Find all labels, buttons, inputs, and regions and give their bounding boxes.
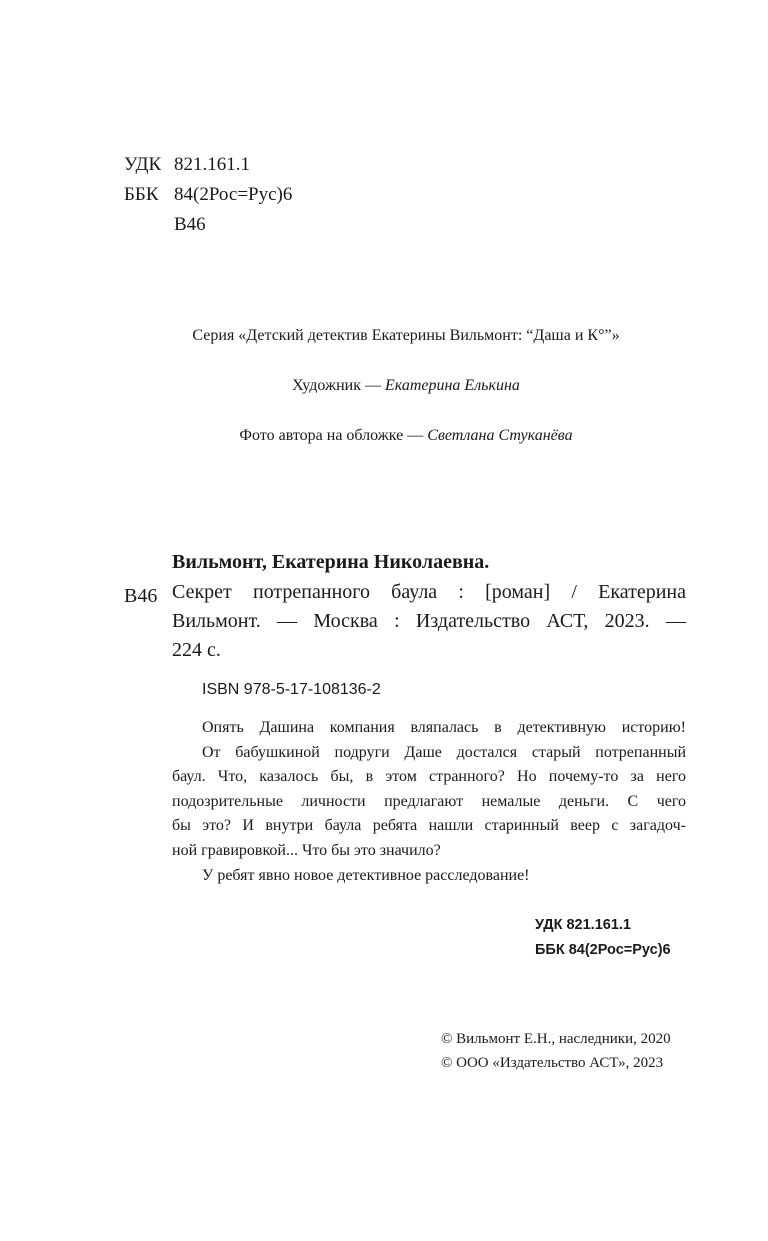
annotation-line: подозрительные личности предлагают немалые деньги. С чего: [172, 792, 686, 810]
udk-label: УДК: [124, 154, 162, 175]
artist-role: Художник —: [292, 377, 381, 394]
copyright-publisher: © ООО «Издательство АСТ», 2023: [441, 1055, 664, 1071]
annotation: [172, 716, 686, 888]
photo-credit-line: [124, 427, 688, 445]
annotation-line: баул. Что, казалось бы, в этом странного? Но почему-то за него: [172, 768, 686, 786]
copyright-author: © Вильмонт Е.Н., наследники, 2020: [441, 1031, 671, 1047]
photo-credit-name: Светлана Стуканёва: [427, 427, 573, 444]
author-mark: В46: [174, 214, 206, 235]
bib-author: Вильмонт, Екатерина Николаевна.: [172, 551, 490, 573]
artist-name: Екатерина Елькина: [384, 377, 520, 394]
classification-codes: [124, 150, 292, 240]
bib-line-3: 224 с.: [172, 639, 221, 661]
udk-value: 821.161.1: [174, 154, 250, 175]
bbk-footer: ББК 84(2Рос=Рус)6: [535, 942, 671, 958]
bib-code: В46: [124, 585, 158, 607]
udk-row: [124, 150, 292, 180]
annotation-line: У ребят явно новое детективное расследование!: [202, 866, 530, 884]
annotation-line: бы это? И внутри баула ребята нашли старинный веер с загадоч-: [172, 817, 686, 835]
annotation-line: Опять Дашина компания вляпалась в детективную историю!: [202, 719, 686, 736]
bib-line-2: Вильмонт. — Москва : Издательство АСТ, 2023. —: [172, 610, 686, 632]
bib-line-1: Секрет потрепанного баула : [роман] / Екатерина: [172, 581, 686, 603]
bbk-label: ББК: [124, 184, 159, 205]
classification-footer: [535, 913, 671, 963]
annotation-line: От бабушкиной подруги Даше достался старый потрепанный: [202, 743, 686, 761]
author-mark-row: [124, 210, 292, 240]
artist-line: [124, 377, 688, 395]
copyright-block: [441, 1027, 671, 1075]
bib-description: [172, 578, 686, 665]
annotation-line: ной гравировкой... Что бы это значило?: [172, 841, 441, 859]
bbk-value: 84(2Рос=Рус)6: [174, 184, 293, 205]
bbk-row: [124, 180, 292, 210]
series-line: Серия «Детский детектив Екатерины Вильмонт: “Даша и К°”»: [192, 327, 620, 344]
photo-credit-role: Фото автора на обложке —: [239, 427, 424, 444]
isbn: ISBN 978-5-17-108136-2: [202, 681, 381, 698]
udk-footer: УДК 821.161.1: [535, 917, 631, 933]
